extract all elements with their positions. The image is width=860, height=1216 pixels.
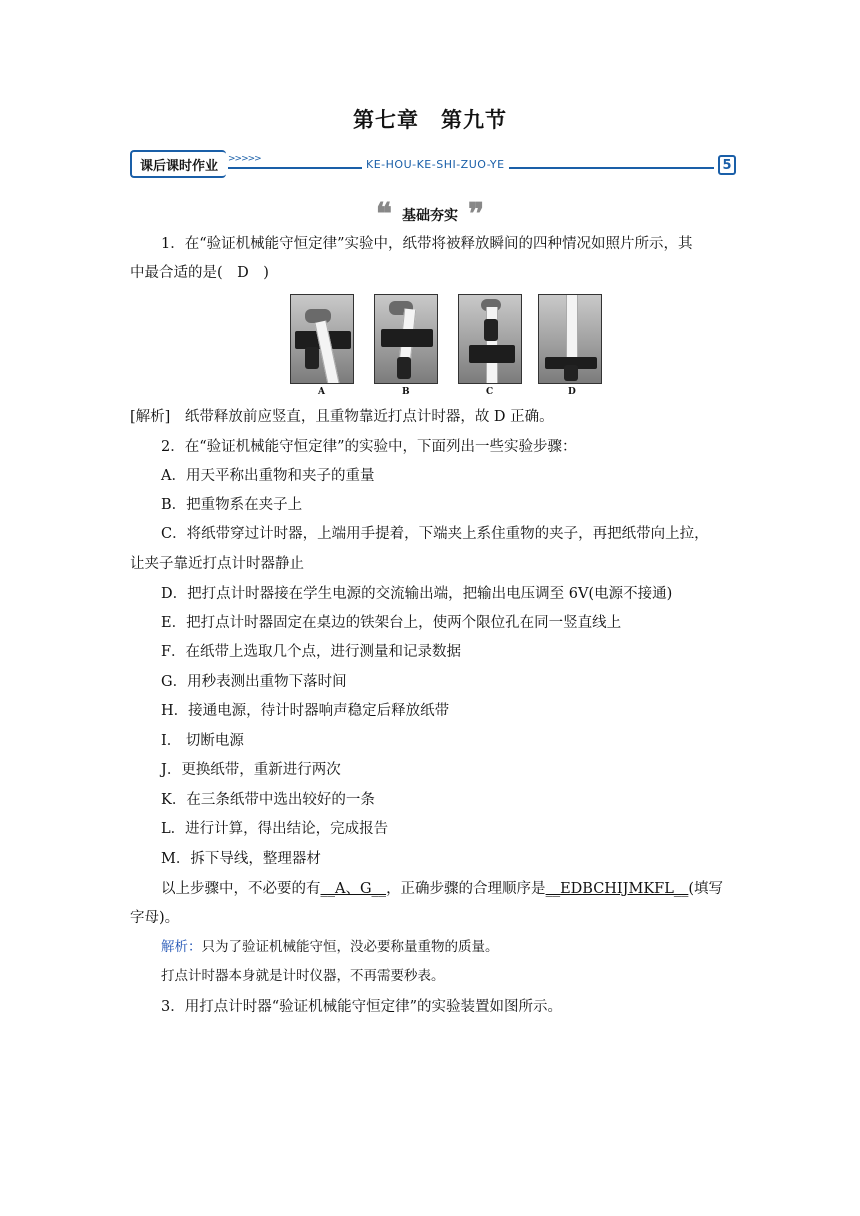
q1-stem-prefix: 中最合适的是(	[130, 265, 238, 281]
q2-step: J．更换纸带，重新进行两次	[161, 762, 341, 778]
q2-analysis	[161, 936, 734, 958]
photo-label-d: D	[568, 387, 576, 397]
q2-analysis-line1: 只为了验证机械能守恒，没必要称量重物的质量。	[201, 939, 499, 955]
open-quote-icon: ❝	[375, 197, 392, 232]
q2-step: I． 切断电源	[161, 733, 244, 749]
homework-banner	[130, 148, 738, 184]
photo-label-c: C	[486, 387, 494, 397]
q1-analysis-label: [解析]	[130, 409, 171, 425]
photo-label-b: B	[402, 387, 410, 397]
q1-photo-strip	[288, 294, 608, 398]
q1-analysis	[130, 406, 734, 428]
q1-answer: D	[237, 265, 249, 281]
q2-step: H．接通电源，待计时器响声稳定后释放纸带	[161, 703, 450, 719]
q2-step: 让夹子靠近打点计时器静止	[130, 556, 304, 572]
q2-step: A．用天平称出重物和夹子的重量	[161, 468, 375, 484]
banner-pinyin: KE-HOU-KE-SHI-ZUO-YE	[362, 158, 509, 171]
q2-summary	[161, 878, 734, 900]
q2-step: G．用秒表测出重物下落时间	[161, 674, 347, 690]
q2-summary-middle: ，正确步骤的合理顺序是	[386, 881, 546, 897]
q2-summary-suffix: (填写	[688, 881, 724, 897]
photo-label-a: A	[318, 387, 325, 397]
banner-arrows: >>>>>	[228, 154, 261, 164]
banner-number: 5	[718, 155, 736, 175]
photo-d	[538, 294, 602, 384]
q2-analysis-line2: 打点计时器本身就是计时仪器，不再需要秒表。	[161, 968, 445, 984]
photo-c	[458, 294, 522, 384]
q2-step: F．在纸带上选取几个点，进行测量和记录数据	[161, 644, 462, 660]
q1-stem-line2	[130, 262, 734, 284]
q2-summary-line2: 字母)。	[130, 910, 180, 926]
q2-analysis-label: 解析：	[161, 939, 202, 955]
photo-a	[290, 294, 354, 384]
q1-analysis-text: 纸带释放前应竖直，且重物靠近打点计时器，故 D 正确。	[170, 409, 554, 425]
q1-stem-suffix: )	[248, 265, 269, 281]
q2-step: E．把打点计时器固定在桌边的铁架台上，使两个限位孔在同一竖直线上	[161, 615, 622, 631]
close-quote-icon: ❞	[468, 197, 485, 232]
q2-step: K．在三条纸带中选出较好的一条	[161, 792, 375, 808]
q2-answer-unnecessary: __A、G__	[320, 881, 387, 897]
photo-b	[374, 294, 438, 384]
banner-label: 课后课时作业	[130, 150, 226, 178]
q2-step: L．进行计算，得出结论，完成报告	[161, 821, 389, 837]
q1-stem-line1: 1．在“验证机械能守恒定律”实验中，纸带将被释放瞬间的四种情况如照片所示，其	[161, 236, 693, 252]
q2-step: B．把重物系在夹子上	[161, 497, 303, 513]
q2-step: C．将纸带穿过计时器，上端用手提着，下端夹上系住重物的夹子，再把纸带向上拉，	[161, 526, 709, 542]
q2-step: D．把打点计时器接在学生电源的交流输出端，把输出电压调至 6V(电源不接通)	[161, 586, 673, 602]
q2-answer-order: __EDBCHIJMKFL__	[545, 881, 689, 897]
section-title: 基础夯实	[402, 208, 458, 224]
q2-summary-prefix: 以上步骤中，不必要的有	[161, 881, 321, 897]
page-title: 第七章 第九节	[353, 108, 507, 132]
q2-step: M．拆下导线，整理器材	[161, 851, 321, 867]
section-heading	[0, 197, 860, 232]
q3-stem: 3．用打点计时器“验证机械能守恒定律”的实验装置如图所示。	[161, 999, 563, 1015]
q2-stem: 2．在“验证机械能守恒定律”的实验中，下面列出一些实验步骤：	[161, 439, 577, 455]
